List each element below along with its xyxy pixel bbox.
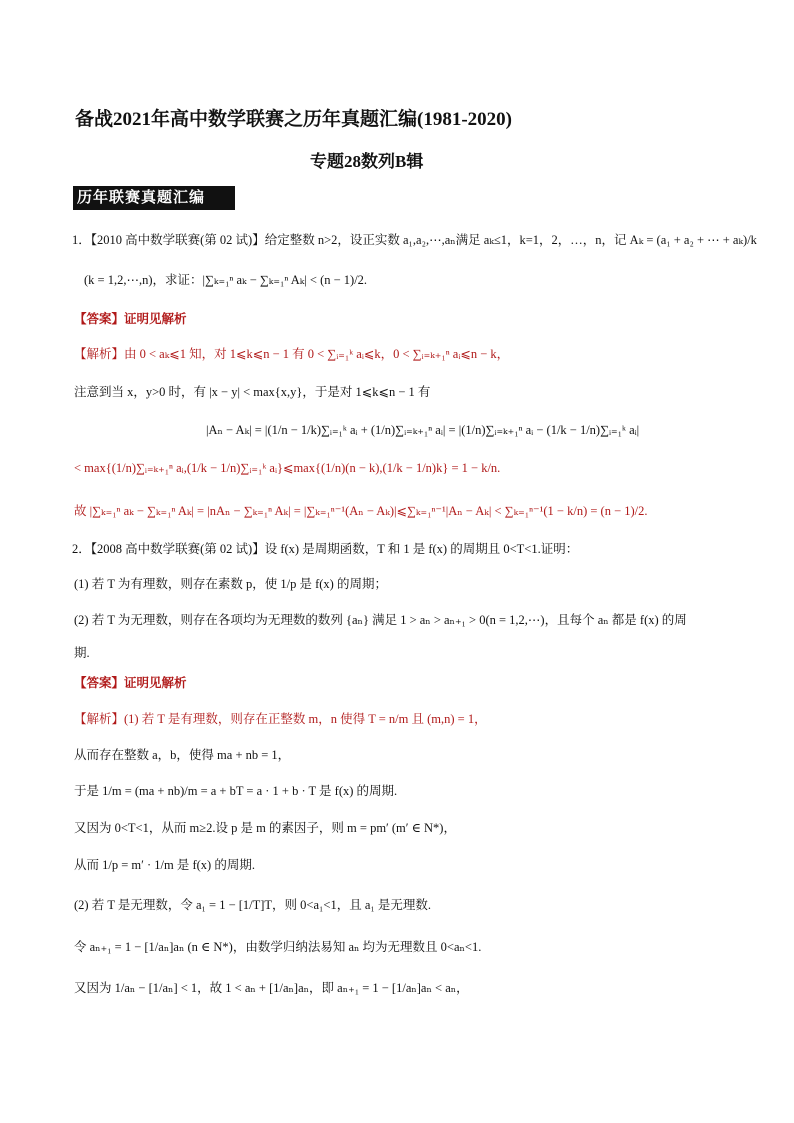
problem-1-answer: 【答案】证明见解析 bbox=[74, 312, 187, 326]
problem-2-solution-2: 从而存在整数 a，b，使得 ma + nb = 1， bbox=[74, 748, 291, 762]
problem-2-solution-4: 又因为 0<T<1，从而 m≥2.设 p 是 m 的素因子，则 m = pm′ (m′ ∈ N*)， bbox=[74, 821, 456, 835]
problem-1-statement-cont: (k = 1,2,⋯,n)，求证：|∑ₖ₌₁ⁿ aₖ − ∑ₖ₌₁ⁿ Aₖ| < (n − 1)/2. bbox=[84, 273, 368, 287]
page-title: 备战2021年高中数学联赛之历年真题汇编(1981-2020) bbox=[75, 109, 512, 130]
problem-1-statement: 1．【2010 高中数学联赛(第 02 试)】给定整数 n>2，设正实数 a₁,a₂,⋯,aₙ满足 aₖ≤1，k=1，2，…，n，记 Aₖ = (a₁ + a₂ + ⋯ + aₖ)/k bbox=[72, 233, 757, 247]
section-banner: 历年联赛真题汇编 bbox=[73, 186, 235, 210]
problem-1-solution-4: < max{(1/n)∑ᵢ₌ₖ₊₁ⁿ aᵢ,(1/k − 1/n)∑ᵢ₌₁ᵏ aᵢ}⩽max{(1/n)(n − k),(1/k − 1/n)k} = 1 − k/n. bbox=[74, 461, 501, 475]
problem-2-solution-8: 又因为 1/aₙ − [1/aₙ] < 1，故 1 < aₙ + [1/aₙ]aₙ，即 aₙ₊₁ = 1 − [1/aₙ]aₙ < aₙ， bbox=[74, 981, 469, 995]
page-subtitle: 专题28数列B辑 bbox=[310, 152, 424, 171]
problem-1-solution-2: 注意到当 x，y>0 时，有 |x − y| < max{x,y}，于是对 1⩽k⩽n − 1 有 bbox=[74, 385, 431, 399]
problem-2-solution-1: 【解析】(1) 若 T 是有理数，则存在正整数 m，n 使得 T = n/m 且 (m,n) = 1， bbox=[74, 712, 487, 726]
problem-2-answer: 【答案】证明见解析 bbox=[74, 676, 187, 690]
problem-2-solution-6: (2) 若 T 是无理数，令 a₁ = 1 − [1/T]T，则 0<a₁<1，且 a₁ 是无理数. bbox=[74, 898, 431, 912]
problem-2-solution-5: 从而 1/p = m′ · 1/m 是 f(x) 的周期. bbox=[74, 858, 255, 872]
problem-2-solution-7: 令 aₙ₊₁ = 1 − [1/aₙ]aₙ (n ∈ N*)，由数学归纳法易知 aₙ 均为无理数且 0<aₙ<1. bbox=[74, 940, 482, 954]
problem-1-solution-1: 【解析】由 0 < aₖ⩽1 知，对 1⩽k⩽n − 1 有 0 < ∑ᵢ₌₁ᵏ aᵢ⩽k，0 < ∑ᵢ₌ₖ₊₁ⁿ aᵢ⩽n − k， bbox=[74, 347, 510, 361]
problem-2-part-2: (2) 若 T 为无理数，则存在各项均为无理数的数列 {aₙ} 满足 1 > aₙ > aₙ₊₁ > 0(n = 1,2,⋯)，且每个 aₙ 都是 f(x) 的周 bbox=[74, 613, 687, 627]
problem-1-solution-3: |Aₙ − Aₖ| = |(1/n − 1/k)∑ᵢ₌₁ᵏ aᵢ + (1/n)∑ᵢ₌ₖ₊₁ⁿ aᵢ| = |(1/n)∑ᵢ₌ₖ₊₁ⁿ aᵢ − (1/k − 1/n)∑ᵢ₌₁ᵏ aᵢ| bbox=[206, 423, 640, 437]
problem-2-solution-3: 于是 1/m = (ma + nb)/m = a + bT = a · 1 + b · T 是 f(x) 的周期. bbox=[74, 784, 398, 798]
problem-2-part-2-cont: 期. bbox=[74, 646, 90, 660]
problem-2-statement: 2．【2008 高中数学联赛(第 02 试)】设 f(x) 是周期函数，T 和 1 是 f(x) 的周期且 0<T<1.证明： bbox=[72, 542, 579, 556]
problem-1-solution-5: 故 |∑ₖ₌₁ⁿ aₖ − ∑ₖ₌₁ⁿ Aₖ| = |nAₙ − ∑ₖ₌₁ⁿ Aₖ| = |∑ₖ₌₁ⁿ⁻¹(Aₙ − Aₖ)|⩽∑ₖ₌₁ⁿ⁻¹|Aₙ − Aₖ| < ∑ₖ₌₁ⁿ⁻¹(1 − k/n) = (n − 1)/2. bbox=[74, 504, 648, 518]
problem-2-part-1: (1) 若 T 为有理数，则存在素数 p，使 1/p 是 f(x) 的周期； bbox=[74, 577, 387, 591]
